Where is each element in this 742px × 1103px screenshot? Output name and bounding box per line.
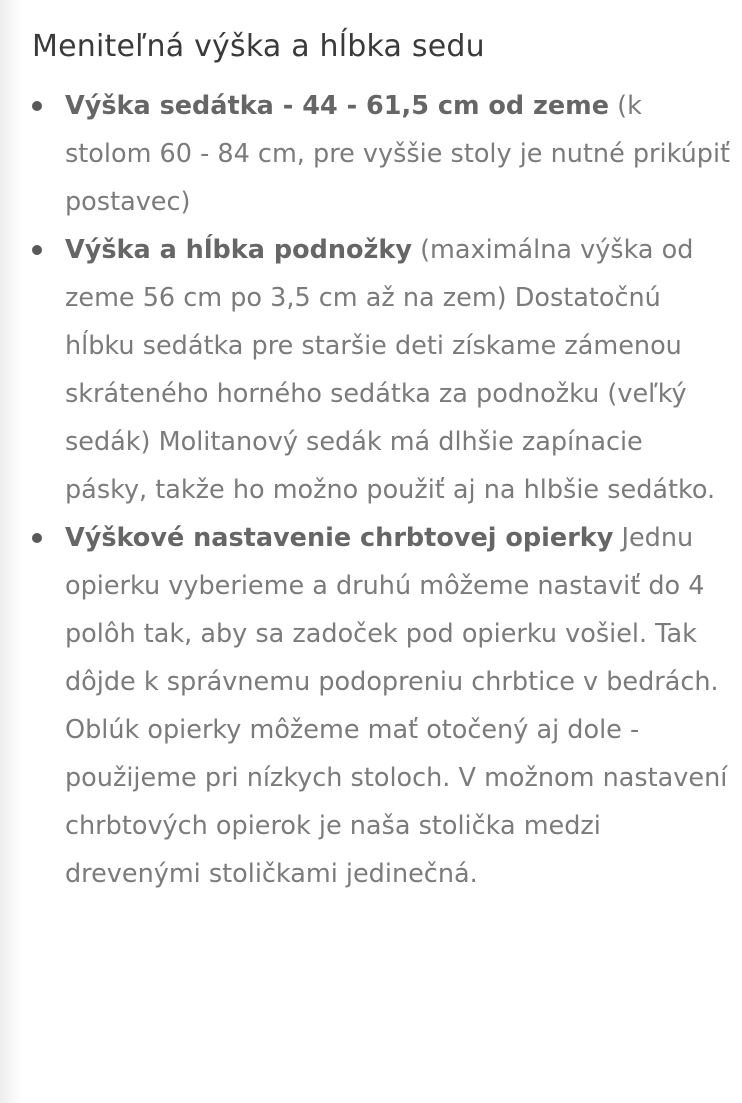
feature-title: Výškové nastavenie chrbtovej opierky bbox=[65, 523, 614, 553]
bullet-icon bbox=[32, 245, 42, 255]
bullet-icon bbox=[32, 101, 42, 111]
feature-list bbox=[32, 82, 732, 898]
section-heading: Meniteľná výška a hĺbka sedu bbox=[32, 29, 485, 64]
page-edge-shadow bbox=[0, 0, 22, 1103]
feature-text: (maximálna výška od zeme 56 cm po 3,5 cm až na zem) Dostatočnú hĺbku sedátka pre staršie deti získame zámenou skráteného horného sedátka za podnožku (veľký sedák) Molitanový sedák má dlhšie zapínacie pásky, takže ho možno použiť aj na hlbšie sedátko. bbox=[65, 235, 716, 505]
feature-title: Výška a hĺbka podnožky bbox=[65, 235, 412, 265]
feature-text: (k stolom 60 - 84 cm, pre vyššie stoly je nutné prikúpiť postavec) bbox=[65, 91, 731, 217]
feature-item-footrest bbox=[32, 226, 732, 514]
bullet-icon bbox=[32, 533, 42, 543]
feature-item-backrest bbox=[32, 514, 732, 898]
feature-title: Výška sedátka - 44 - 61,5 cm od zeme bbox=[65, 91, 610, 121]
feature-text: Jednu opierku vyberieme a druhú môžeme nastaviť do 4 polôh tak, aby sa zadoček pod opierku vošiel. Tak dôjde k správnemu podopreniu chrbtice v bedrách. Oblúk opierky môžeme mať otočený aj dole - použijeme pri nízkych stoloch. V možnom nastavení chrbtových opierok je naša stolička medzi drevenými stoličkami jedinečná. bbox=[65, 523, 728, 889]
feature-section bbox=[32, 22, 732, 898]
feature-item-seat-height bbox=[32, 82, 732, 226]
